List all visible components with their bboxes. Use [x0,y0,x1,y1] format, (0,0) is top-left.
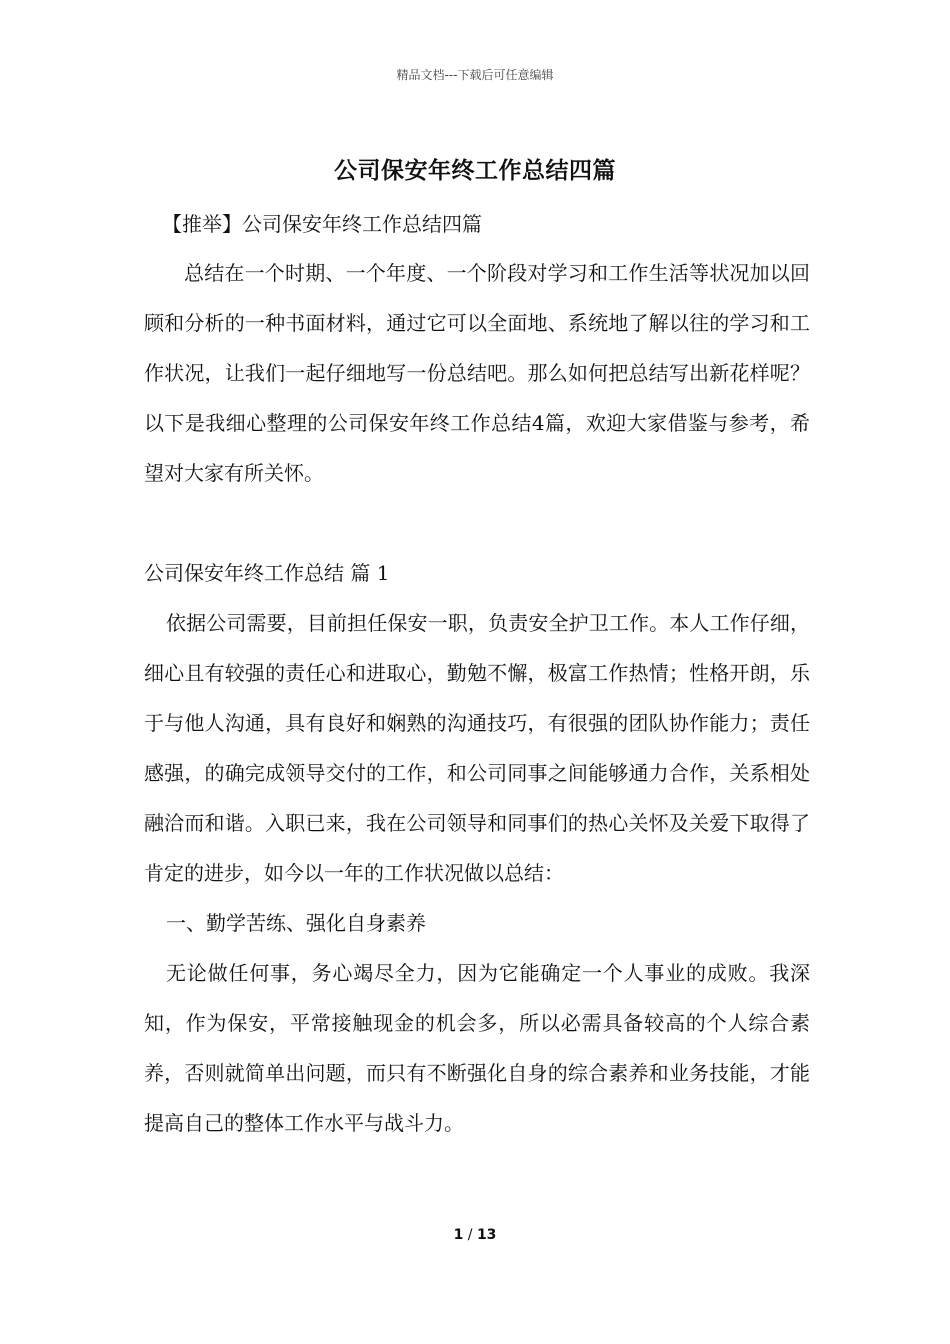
page-total: 13 [476,1227,497,1243]
section-block [144,598,810,1148]
recommend-line: 【推举】公司保安年终工作总结四篇 [162,212,482,236]
intro-paragraph: 总结在一个时期、一个年度、一个阶段对学习和工作生活等状况加以回顾和分析的一种书面材料，通过它可以全面地、系统地了解以往的学习和工作状况，让我们一起仔细地写一份总结吧。那么如何把总结写出新花样呢？以下是我细心整理的公司保安年终工作总结4篇，欢迎大家借鉴与参考，希望对大家有所关怀。 [144,261,810,485]
page-number [0,1227,950,1243]
section-paragraph-1: 依据公司需要，目前担任保安一职，负责安全护卫工作。本人工作仔细，细心且有较强的责任心和进取心，勤勉不懈，极富工作热情；性格开朗，乐于与他人沟通，具有良好和娴熟的沟通技巧，有很强的团队协作能力；责任感强，的确完成领导交付的工作，和公司同事之间能够通力合作，关系相处融洽而和谐。入职已来，我在公司领导和同事们的热心关怀及关爱下取得了肯定的进步，如今以一年的工作状况做以总结： [144,611,810,885]
header-note: 精品文档---下载后可任意编辑 [396,68,554,82]
section-paragraph-2: 无论做任何事，务心竭尽全力，因为它能确定一个人事业的成败。我深知，作为保安，平常接触现金的机会多，所以必需具备较高的个人综合素养，否则就简单出问题，而只有不断强化自身的综合素养和业务技能，才能提高自己的整体工作水平与战斗力。 [144,961,810,1135]
subheading-1: 一、勤学苦练、强化自身素养 [166,911,426,935]
page-current: 1 [453,1227,464,1243]
intro-block [144,248,810,498]
section-heading: 公司保安年终工作总结 篇 1 [144,561,390,585]
page-separator: / [467,1227,473,1243]
document-title: 公司保安年终工作总结四篇 [334,157,616,184]
